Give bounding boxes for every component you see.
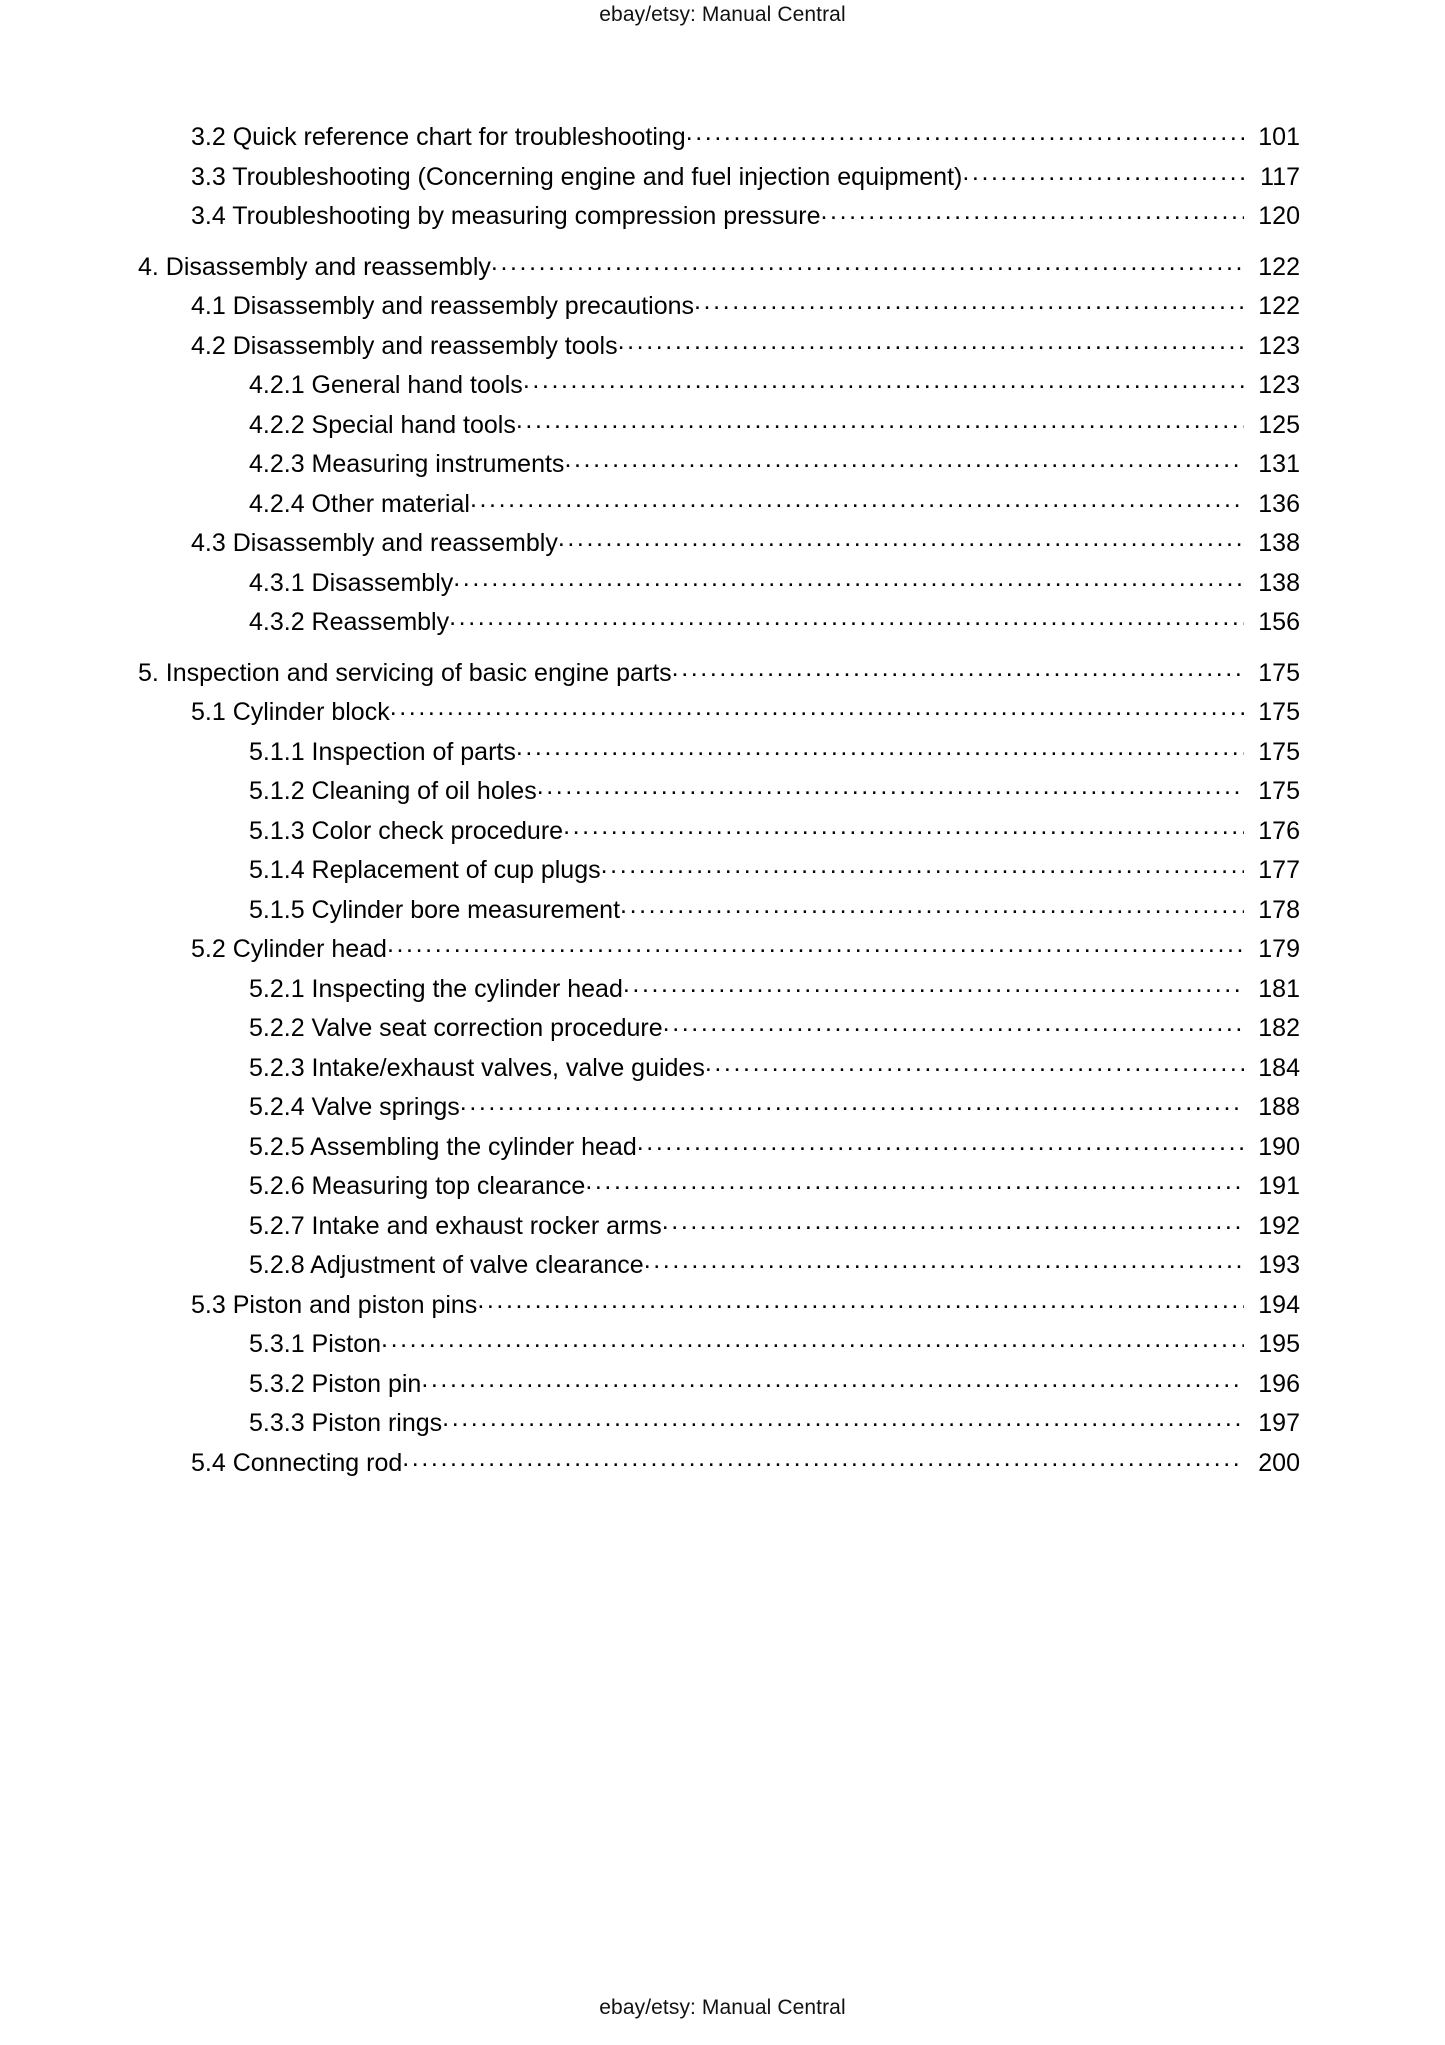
toc-entry-title: 5.3 Piston and piston pins <box>191 1290 478 1319</box>
toc-entry-title: 5.4 Connecting rod <box>191 1448 403 1477</box>
toc-dot-leader <box>421 1367 1244 1392</box>
toc-dot-leader <box>623 972 1244 997</box>
toc-entry-title: 5.1 Cylinder block <box>191 698 390 726</box>
toc-entry-page-number: 138 <box>1258 568 1300 597</box>
toc-entry[interactable] <box>0 1128 1445 1168</box>
toc-entry[interactable] <box>0 1207 1445 1247</box>
toc-dot-leader <box>442 1406 1244 1431</box>
toc-entry[interactable] <box>0 1325 1445 1365</box>
toc-entry-title: 5.3.1 Piston <box>249 1330 382 1358</box>
toc-entry-title: 4.2.1 General hand tools <box>249 371 523 399</box>
toc-dot-leader <box>402 1446 1244 1471</box>
toc-entry-title: 4. Disassembly and reassembly <box>138 252 491 281</box>
toc-entry-page-number: 181 <box>1258 974 1300 1003</box>
toc-entry-title: 4.3.2 Reassembly <box>249 608 450 636</box>
toc-entry-page-number: 178 <box>1258 895 1300 924</box>
toc-entry[interactable] <box>0 891 1445 931</box>
toc-entry-title: 5.2.2 Valve seat correction procedure <box>249 1014 663 1042</box>
toc-entry[interactable] <box>0 366 1445 406</box>
toc-entry-title: 4.3 Disassembly and reassembly <box>191 529 558 557</box>
toc-entry-page-number: 176 <box>1258 816 1300 845</box>
toc-dot-leader <box>821 199 1244 224</box>
toc-entry-title: 5.2.7 Intake and exhaust rocker arms <box>249 1211 662 1240</box>
toc-dot-leader <box>694 289 1244 314</box>
toc-entry-title: 4.3.1 Disassembly <box>249 568 454 597</box>
toc-entry-page-number: 136 <box>1258 489 1300 518</box>
toc-entry-page-number: 138 <box>1258 529 1300 557</box>
toc-entry[interactable] <box>0 564 1445 604</box>
toc-entry[interactable] <box>0 654 1445 694</box>
toc-entry[interactable] <box>0 970 1445 1010</box>
toc-entry[interactable] <box>0 851 1445 891</box>
toc-dot-leader <box>449 605 1244 630</box>
toc-entry-page-number: 196 <box>1258 1369 1300 1398</box>
toc-entry-page-number: 117 <box>1260 162 1300 191</box>
toc-entry-page-number: 191 <box>1258 1172 1300 1200</box>
toc-entry[interactable] <box>0 406 1445 446</box>
toc-entry-title: 5.2.3 Intake/exhaust valves, valve guides <box>249 1053 705 1082</box>
table-of-contents <box>0 118 1445 1483</box>
toc-entry-title: 4.1 Disassembly and reassembly precautions <box>191 292 695 320</box>
toc-dot-leader <box>620 893 1244 918</box>
toc-dot-leader <box>516 408 1244 433</box>
toc-dot-leader <box>663 1011 1244 1036</box>
toc-entry[interactable] <box>0 327 1445 367</box>
toc-entry[interactable] <box>0 485 1445 525</box>
toc-entry-page-number: 123 <box>1258 331 1300 360</box>
toc-entry[interactable] <box>0 445 1445 485</box>
toc-entry-page-number: 184 <box>1258 1053 1300 1082</box>
toc-entry[interactable] <box>0 930 1445 970</box>
toc-entry-page-number: 122 <box>1258 252 1300 281</box>
toc-entry-title: 5. Inspection and servicing of basic engine parts <box>138 658 672 687</box>
toc-entry-title: 5.2 Cylinder head <box>191 935 387 963</box>
toc-entry[interactable] <box>0 693 1445 733</box>
toc-entry[interactable] <box>0 1365 1445 1405</box>
toc-entry[interactable] <box>0 524 1445 564</box>
toc-dot-leader <box>477 1288 1244 1313</box>
toc-entry-title: 3.3 Troubleshooting (Concerning engine and fuel injection equipment) <box>191 162 963 191</box>
toc-dot-leader <box>563 814 1244 839</box>
toc-dot-leader <box>491 250 1244 275</box>
toc-dot-leader <box>601 853 1244 878</box>
toc-dot-leader <box>686 120 1244 145</box>
toc-dot-leader <box>537 774 1244 799</box>
toc-entry-title: 5.1.5 Cylinder bore measurement <box>249 895 621 924</box>
toc-entry-page-number: 197 <box>1258 1409 1300 1437</box>
toc-entry-title: 5.1.2 Cleaning of oil holes <box>249 777 537 805</box>
toc-entry[interactable] <box>0 1444 1445 1484</box>
toc-entry[interactable] <box>0 197 1445 237</box>
toc-dot-leader <box>390 695 1244 720</box>
toc-dot-leader <box>962 160 1244 185</box>
toc-entry-page-number: 194 <box>1258 1290 1300 1319</box>
toc-dot-leader <box>705 1051 1244 1076</box>
toc-dot-leader <box>564 447 1244 472</box>
toc-entry-page-number: 123 <box>1258 371 1300 399</box>
toc-entry-page-number: 182 <box>1258 1014 1300 1042</box>
toc-entry-title: 5.1.3 Color check procedure <box>249 816 564 845</box>
toc-dot-leader <box>637 1130 1244 1155</box>
toc-entry-page-number: 175 <box>1258 658 1300 687</box>
toc-entry[interactable] <box>0 1088 1445 1128</box>
toc-entry-title: 3.2 Quick reference chart for troubleshooting <box>191 123 686 151</box>
toc-entry-page-number: 179 <box>1258 935 1300 963</box>
toc-dot-leader <box>672 656 1244 681</box>
toc-entry-page-number: 175 <box>1258 698 1300 726</box>
toc-entry-title: 5.2.6 Measuring top clearance <box>249 1172 586 1200</box>
toc-dot-leader <box>618 329 1244 354</box>
toc-entry[interactable] <box>0 158 1445 198</box>
toc-entry-page-number: 177 <box>1258 856 1300 884</box>
toc-entry-page-number: 193 <box>1258 1251 1300 1279</box>
toc-entry-page-number: 188 <box>1258 1093 1300 1121</box>
toc-entry-title: 4.2.4 Other material <box>249 489 470 518</box>
toc-entry-page-number: 122 <box>1258 292 1300 320</box>
toc-entry-page-number: 125 <box>1258 410 1300 439</box>
toc-dot-leader <box>453 566 1244 591</box>
toc-entry-title: 5.1.4 Replacement of cup plugs <box>249 856 601 884</box>
toc-entry-title: 5.1.1 Inspection of parts <box>249 737 516 766</box>
toc-entry[interactable] <box>0 1009 1445 1049</box>
toc-entry-title: 5.3.2 Piston pin <box>249 1369 422 1398</box>
toc-dot-leader <box>516 735 1244 760</box>
toc-entry-title: 4.2.3 Measuring instruments <box>249 450 565 478</box>
running-footer: ebay/etsy: Manual Central <box>599 1996 846 2019</box>
toc-entry-page-number: 190 <box>1258 1132 1300 1161</box>
toc-entry-page-number: 175 <box>1258 737 1300 766</box>
toc-entry-page-number: 131 <box>1258 450 1300 478</box>
toc-entry-page-number: 195 <box>1258 1330 1300 1358</box>
toc-entry-title: 4.2 Disassembly and reassembly tools <box>191 331 618 360</box>
toc-entry[interactable] <box>0 287 1445 327</box>
toc-dot-leader <box>585 1169 1244 1194</box>
toc-entry[interactable] <box>0 1286 1445 1326</box>
toc-entry[interactable] <box>0 1049 1445 1089</box>
toc-entry[interactable] <box>0 248 1445 288</box>
toc-dot-leader <box>662 1209 1244 1234</box>
toc-entry[interactable] <box>0 1167 1445 1207</box>
toc-entry[interactable] <box>0 118 1445 158</box>
toc-entry-title: 5.3.3 Piston rings <box>249 1409 443 1437</box>
toc-dot-leader <box>387 932 1244 957</box>
toc-entry-page-number: 156 <box>1258 608 1300 636</box>
toc-entry-title: 5.2.4 Valve springs <box>249 1093 460 1121</box>
toc-entry[interactable] <box>0 733 1445 773</box>
toc-entry-page-number: 101 <box>1258 123 1300 151</box>
toc-entry[interactable] <box>0 812 1445 852</box>
toc-dot-leader <box>644 1248 1244 1273</box>
running-header: ebay/etsy: Manual Central <box>599 3 846 26</box>
toc-entry[interactable] <box>0 772 1445 812</box>
toc-dot-leader <box>470 487 1244 512</box>
toc-entry-title: 3.4 Troubleshooting by measuring compression pressure <box>191 202 821 230</box>
toc-dot-leader <box>523 368 1244 393</box>
toc-entry-page-number: 200 <box>1258 1448 1300 1477</box>
toc-dot-leader <box>558 526 1244 551</box>
toc-entry-title: 5.2.1 Inspecting the cylinder head <box>249 974 623 1003</box>
toc-entry-page-number: 175 <box>1258 777 1300 805</box>
toc-dot-leader <box>381 1327 1244 1352</box>
toc-entry[interactable] <box>0 1246 1445 1286</box>
toc-entry-page-number: 120 <box>1258 202 1300 230</box>
toc-dot-leader <box>460 1090 1244 1115</box>
toc-entry-page-number: 192 <box>1258 1211 1300 1240</box>
toc-entry[interactable] <box>0 1404 1445 1444</box>
toc-entry-title: 4.2.2 Special hand tools <box>249 410 516 439</box>
toc-entry-title: 5.2.8 Adjustment of valve clearance <box>249 1251 644 1279</box>
toc-entry-title: 5.2.5 Assembling the cylinder head <box>249 1132 637 1161</box>
toc-entry[interactable] <box>0 603 1445 643</box>
